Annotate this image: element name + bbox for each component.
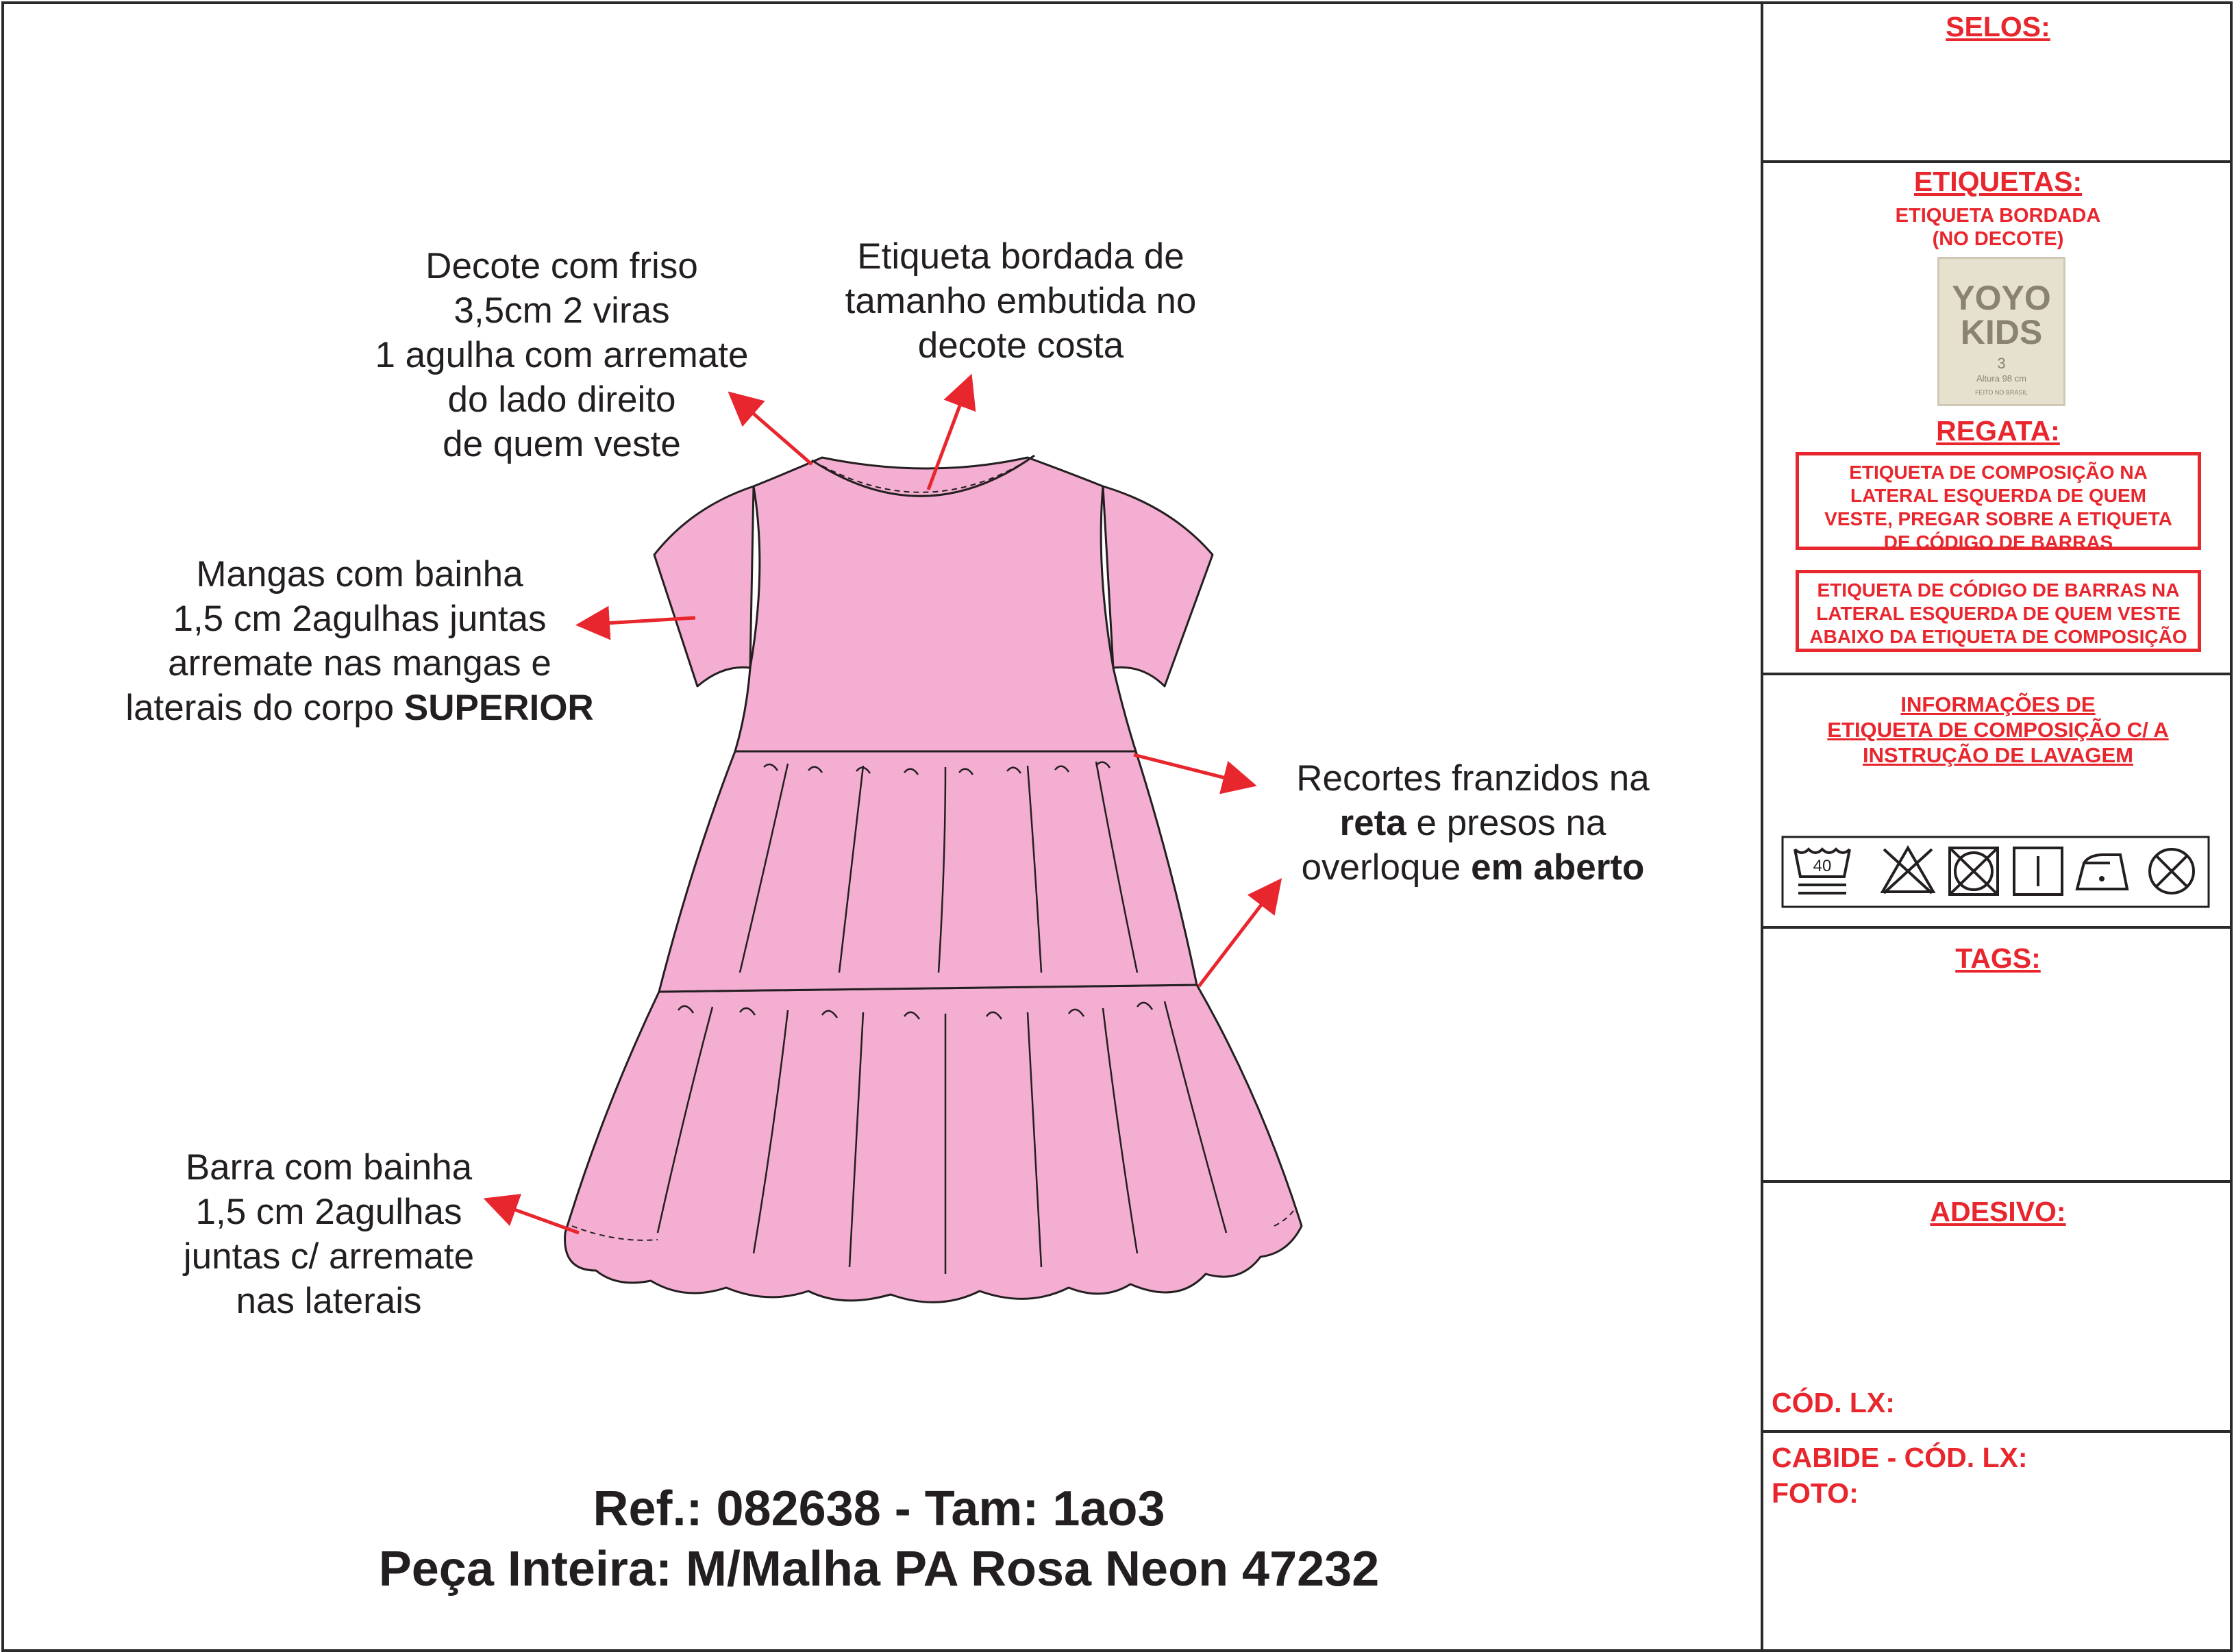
divider (1761, 160, 2233, 163)
annotation-tiers: Recortes franzidos na reta e presos na overloque em aberto (1296, 758, 1650, 888)
regata-title: REGATA: (1936, 415, 2060, 447)
annotation-neckline: Decote com friso 3,5cm 2 viras 1 agulha com arremate do lado direito de quem veste (375, 246, 749, 464)
adesivo-title: ADESIVO: (1930, 1196, 2066, 1227)
annotation-label: Etiqueta bordada de tamanho embutida no decote costa (845, 236, 1197, 366)
annotation-hem: Barra com bainha 1,5 cm 2agulhas juntas c/ arremate nas laterais (183, 1147, 475, 1321)
cabide-block: CABIDE - CÓD. LX: FOTO: (1772, 1442, 2028, 1509)
selos-title: SELOS: (1946, 11, 2050, 42)
regata-box-composition: ETIQUETA DE COMPOSIÇÃO NA LATERAL ESQUERDA DE QUEM VESTE, PREGAR SOBRE A ETIQUETA DE CÓDIGO DE BARRAS (1796, 452, 2201, 550)
cod-lx-label: CÓD. LX: (1772, 1387, 1895, 1418)
svg-text:40: 40 (1813, 857, 1832, 875)
reference-line-2: Peça Inteira: M/Malha PA Rosa Neon 47232 (378, 1542, 1380, 1597)
woven-tag-image: YOYO KIDS 3 Altura 98 cm FEITO NO BRASIL (1937, 257, 2065, 406)
etiquetas-title: ETIQUETAS: (1913, 166, 2083, 197)
tags-title: TAGS: (1955, 942, 2041, 974)
bottom-tier (565, 985, 1302, 1302)
divider (1761, 1180, 2233, 1183)
care-symbols (1781, 836, 2210, 908)
etiquetas-subtitle: ETIQUETA BORDADA (NO DECOTE) (1895, 205, 2101, 250)
arrow-tier2 (1199, 884, 1278, 986)
divider (1761, 673, 2233, 675)
annotation-sleeves: Mangas com bainha 1,5 cm 2agulhas juntas arremate nas mangas e laterais do corpo SUPERIOR (125, 554, 594, 728)
reference-line-1: Ref.: 082638 - Tam: 1ao3 (593, 1481, 1165, 1536)
bodice (735, 458, 1136, 751)
info-title: INFORMAÇÕES DE ETIQUETA DE COMPOSIÇÃO C/ A INSTRUÇÃO DE LAVAGEM (1827, 692, 2169, 767)
right-sleeve (1103, 486, 1213, 686)
divider (1761, 1430, 2233, 1433)
regata-box-barcode: ETIQUETA DE CÓDIGO DE BARRAS NA LATERAL ESQUERDA DE QUEM VESTE ABAIXO DA ETIQUETA DE COMPOSIÇÃO (1796, 570, 2201, 652)
left-sleeve (654, 486, 754, 686)
divider (1761, 926, 2233, 929)
arrow-tier1 (1134, 755, 1250, 784)
